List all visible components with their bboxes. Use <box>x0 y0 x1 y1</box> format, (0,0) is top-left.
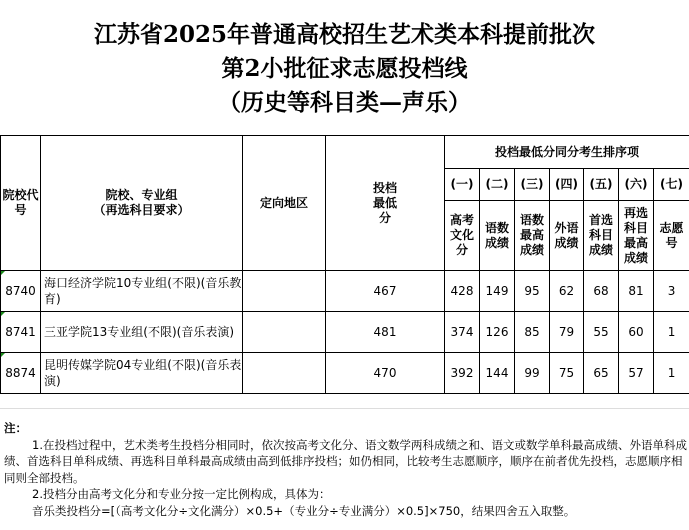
notes-label: 注： <box>4 421 27 435</box>
title-line-3: （历史等科目类—声乐） <box>218 89 471 116</box>
school-code: 8874 <box>1 353 41 394</box>
header-region: 定向地区 <box>243 136 326 271</box>
tie-value: 1 <box>654 353 689 394</box>
tie-value: 428 <box>445 271 480 312</box>
header-code: 院校代号 <box>1 136 41 271</box>
region <box>243 353 326 394</box>
tie-value: 85 <box>515 312 550 353</box>
school-group: 海口经济学院10专业组(不限)(音乐教育) <box>41 271 243 312</box>
tie-value: 65 <box>584 353 619 394</box>
tie-value: 144 <box>480 353 515 394</box>
tie-value: 79 <box>550 312 584 353</box>
tie-value: 75 <box>550 353 584 394</box>
tie-value: 126 <box>480 312 515 353</box>
tie-label: 语数最高成绩 <box>515 201 550 271</box>
tie-number: (四) <box>550 169 584 201</box>
tie-label: 外语成绩 <box>550 201 584 271</box>
tie-value: 81 <box>619 271 654 312</box>
tie-value: 55 <box>584 312 619 353</box>
min-score: 470 <box>326 353 445 394</box>
empty-grid-row <box>0 393 689 409</box>
table-row <box>1 353 689 394</box>
min-score: 481 <box>326 312 445 353</box>
tie-number: (二) <box>480 169 515 201</box>
admission-table <box>0 135 689 394</box>
tie-value: 95 <box>515 271 550 312</box>
tie-value: 57 <box>619 353 654 394</box>
header-school-label: 院校、专业组 <box>105 188 178 202</box>
title-line-1: 江苏省2025年普通高校招生艺术类本科提前批次 <box>93 21 595 48</box>
header-school-sub: （再选科目要求） <box>93 203 190 217</box>
region <box>243 271 326 312</box>
tie-number: (七) <box>654 169 689 201</box>
note-2: 2.投档分由高考文化分和专业分按一定比例构成，具体为： <box>32 487 331 501</box>
tie-value: 374 <box>445 312 480 353</box>
tie-value: 62 <box>550 271 584 312</box>
tie-value: 3 <box>654 271 689 312</box>
tie-number: (一) <box>445 169 480 201</box>
header-school <box>41 136 243 271</box>
title-line-2: 第2小批征求志愿投档线 <box>221 55 468 82</box>
note-1: 1.在投档过程中，艺术类考生投档分相同时，依次按高考文化分、语文数学两科成绩之和、语文或数学单科最高成绩、外语单科成绩、首选科目单科成绩、再选科目单科最高成绩由高到低排序投档；如仍相同，比较考生志愿顺序，顺序在前者优先投档，志愿顺序相同则全部投档。 <box>4 437 687 485</box>
notes <box>4 420 688 519</box>
tie-value: 68 <box>584 271 619 312</box>
note-formula: 音乐类投档分=[（高考文化分÷文化满分）×0.5+（专业分÷专业满分）×0.5]×750，结果四舍五入取整。 <box>32 503 576 518</box>
tie-value: 392 <box>445 353 480 394</box>
table-row <box>1 312 689 353</box>
school-code: 8741 <box>1 312 41 353</box>
tie-label: 高考文化分 <box>445 201 480 271</box>
header-tie-group: 投档最低分同分考生排序项 <box>445 136 689 169</box>
tie-label: 首选科目成绩 <box>584 201 619 271</box>
tie-value: 149 <box>480 271 515 312</box>
tie-value: 60 <box>619 312 654 353</box>
min-score: 467 <box>326 271 445 312</box>
school-group: 昆明传媒学院04专业组(不限)(音乐表演) <box>41 353 243 394</box>
tie-value: 99 <box>515 353 550 394</box>
tie-number: (六) <box>619 169 654 201</box>
tie-label: 志愿号 <box>654 201 689 271</box>
table-row <box>1 271 689 312</box>
region <box>243 312 326 353</box>
tie-value: 1 <box>654 312 689 353</box>
tie-number: (五) <box>584 169 619 201</box>
tie-number: (三) <box>515 169 550 201</box>
school-code: 8740 <box>1 271 41 312</box>
header-min-score: 投档最低分 <box>326 136 445 271</box>
tie-label: 语数成绩 <box>480 201 515 271</box>
school-group: 三亚学院13专业组(不限)(音乐表演) <box>41 312 243 353</box>
tie-label: 再选科目最高成绩 <box>619 201 654 271</box>
